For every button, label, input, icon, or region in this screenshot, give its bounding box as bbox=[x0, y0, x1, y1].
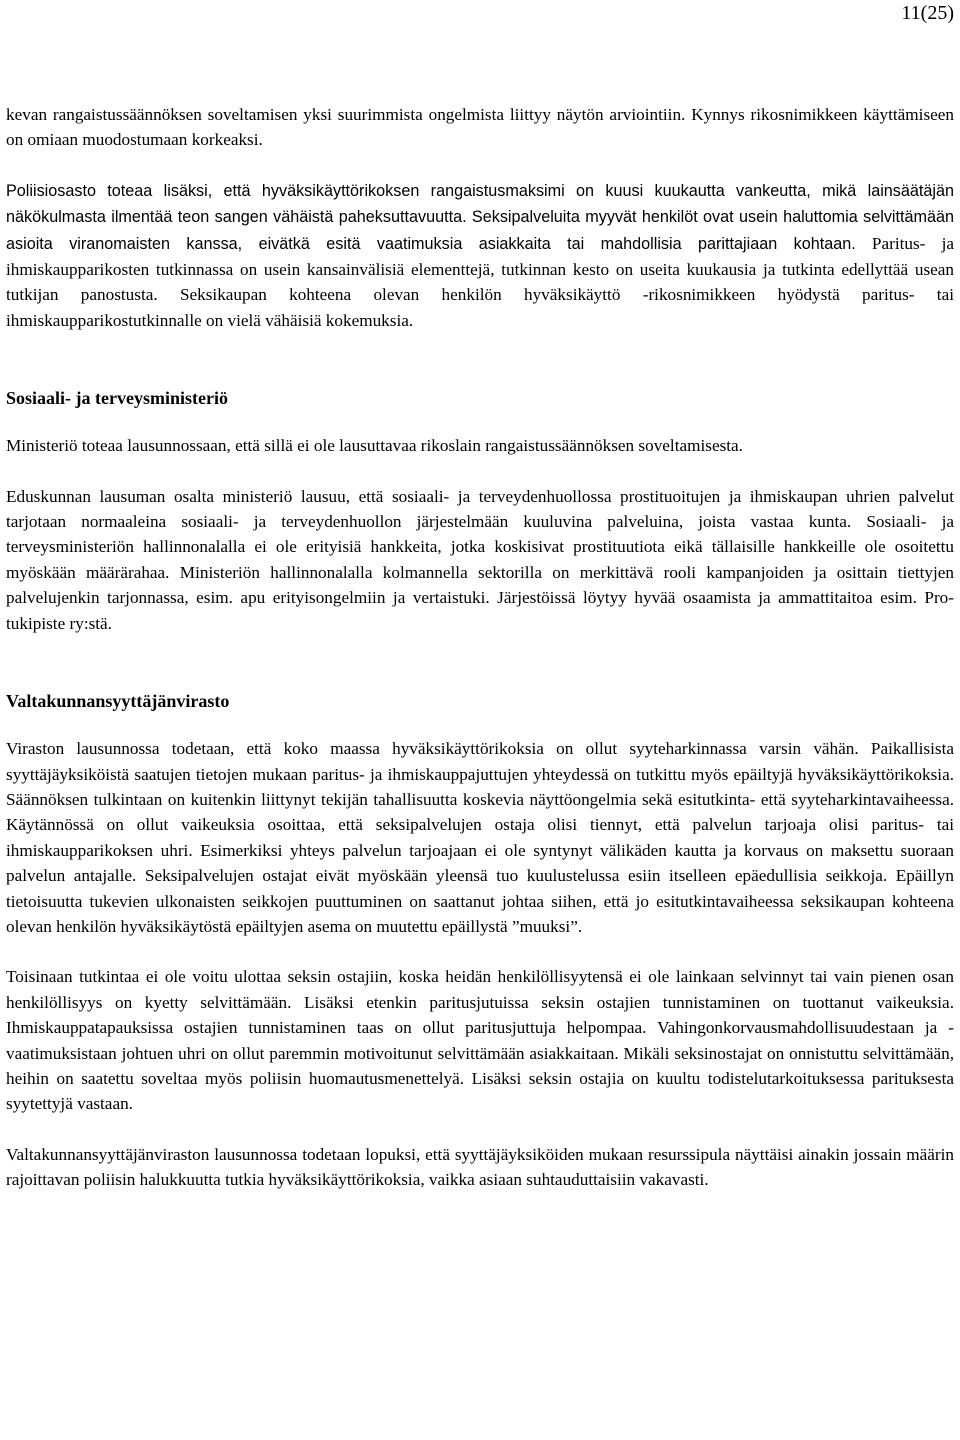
page-number: 11(25) bbox=[901, 2, 954, 24]
intro-paragraph-1: kevan rangaistussäännöksen soveltamisen yksi suurimmista ongelmista liittyy näytön arviointiin. Kynnys rikosnimikkeen käyttämiseen on omiaan muodostumaan korkeaksi. bbox=[6, 105, 954, 150]
intro-paragraph-2 bbox=[6, 178, 954, 333]
stm-paragraph-1: Ministeriö toteaa lausunnossaan, että sillä ei ole lausuttavaa rikoslain rangaistussäännöksen soveltamisesta. bbox=[6, 436, 743, 456]
vksv-paragraph-2: Toisinaan tutkintaa ei ole voitu ulottaa seksin ostajiin, koska heidän henkilöllisyytensä ei ole lainkaan selvinnyt tai vain pienen osan henkilöllisyys on kyetty selvittämään. Lisäksi etenkin paritusjutuissa seksin ostajien tunnistaminen on tuottanut vaikeuksia. Ihmiskauppatapauksissa ostajien tunnistaminen taas on ollut paritusjuttuja helpompaa. Vahingonkorvausmahdollisuudestaan ja -vaatimuksistaan johtuen uhri on ollut paremmin motivoitunut selvittämään asiakkaitaan. Mikäli seksinostajat on onnistuttu selvittämään, heihin on saatettu soveltaa myös poliisin huomautusmenettelyä. Lisäksi seksin ostajia on kuultu todistelutarkoituksessa parituksesta syytettyjä vastaan. bbox=[6, 967, 954, 1114]
intro-paragraph-2-sans: Poliisiosasto toteaa lisäksi, että hyväksikäyttörikoksen rangaistusmaksimi on kuusi kuukautta vankeutta, mikä lainsäätäjän näkökulmasta ilmentää teon sangen vähäistä paheksuttavuutta. Seksipalveluita myyvät henkilöt ovat usein haluttomia selvittämään asioita viranomaisten kanssa, eivätkä esitä vaatimuksia asiakkaita tai mahdollisia parittajiaan kohtaan. bbox=[6, 181, 954, 253]
section-heading-vksv: Valtakunnansyyttäjänvirasto bbox=[6, 691, 230, 712]
document-body bbox=[6, 102, 954, 1193]
stm-paragraph-2: Eduskunnan lausuman osalta ministeriö lausuu, että sosiaali- ja terveydenhuollossa prostituoitujen ja ihmiskaupan uhrien palvelut tarjotaan normaaleina sosiaali- ja terveydenhuollon järjestelmään kuuluvina palveluina, joista vastaa kunta. Sosiaali- ja terveysministeriön hallinnonalalla ei ole erityisiä hankkeita, jotka koskisivat prostituutiota eikä tällaisille hankkeille ole osoitettu myöskään määrärahaa. Ministeriön hallinnonalalla kolmannella sektorilla on merkittävä rooli kampanjoiden ja osittain tiettyjen palvelujenkin tarjonnassa, esim. apu erityisongelmiin ja vertaistuki. Järjestöissä löytyy hyvää osaamista ja ammattitaitoa esim. Pro-tukipiste ry:stä. bbox=[6, 486, 954, 633]
section-heading-stm: Sosiaali- ja terveysministeriö bbox=[6, 388, 228, 409]
intro-paragraph-2-serif: Paritus- ja ihmiskaupparikosten tutkinnassa on usein kansainvälisiä elementtejä, tutkinnan kesto on useita kuukausia ja tutkinta edellyttää usean tutkijan panostusta. Seksikaupan kohteena olevan henkilön hyväksikäyttö -rikosnimikkeen hyödystä paritus- tai ihmiskaupparikostutkinnalle on vielä vähäisiä kokemuksia. bbox=[6, 233, 955, 330]
vksv-paragraph-1: Viraston lausunnossa todetaan, että koko maassa hyväksikäyttörikoksia on ollut syyteharkinnassa varsin vähän. Paikallisista syyttäjäyksiköistä saatujen tietojen mukaan paritus- ja ihmiskauppajuttujen yhteydessä on tutkittu myös epäiltyjä hyväksikäyttörikoksia. Säännöksen tulkintaan on kuitenkin liittynyt tekijän tahallisuutta koskevia näyttöongelmia sekä esitutkinta- että syyteharkintavaiheessa. Käytännössä on ollut vaikeuksia osoittaa, että seksipalvelujen ostaja olisi tiennyt, että palvelun tarjoaja olisi paritus- tai ihmiskaupparikoksen uhri. Esimerkiksi yhteys palvelun tarjoajaan ei ole syntynyt välikäden kautta ja korvaus on maksettu suoraan palvelun antajalle. Seksipalvelujen ostajat eivät myöskään yleensä tuo kuulustelussa esiin itselleen epäedullisia seikkoja. Epäillyn tietoisuutta tukevien ulkonaisten seikkojen puuttuminen on saattanut johtaa siihen, että jo esitutkintavaiheessa seksikaupan kohteena olevan henkilön hyväksikäytöstä epäiltyjen asema on muutettu epäillystä ”muuksi”. bbox=[6, 739, 954, 936]
vksv-paragraph-3: Valtakunnansyyttäjänviraston lausunnossa todetaan lopuksi, että syyttäjäyksiköiden mukaan resurssipula näyttäisi ainakin jossain määrin rajoittavan poliisin halukkuutta tutkia hyväksikäyttörikoksia, vaikka asiaan suhtauduttaisiin vakavasti. bbox=[6, 1144, 954, 1190]
